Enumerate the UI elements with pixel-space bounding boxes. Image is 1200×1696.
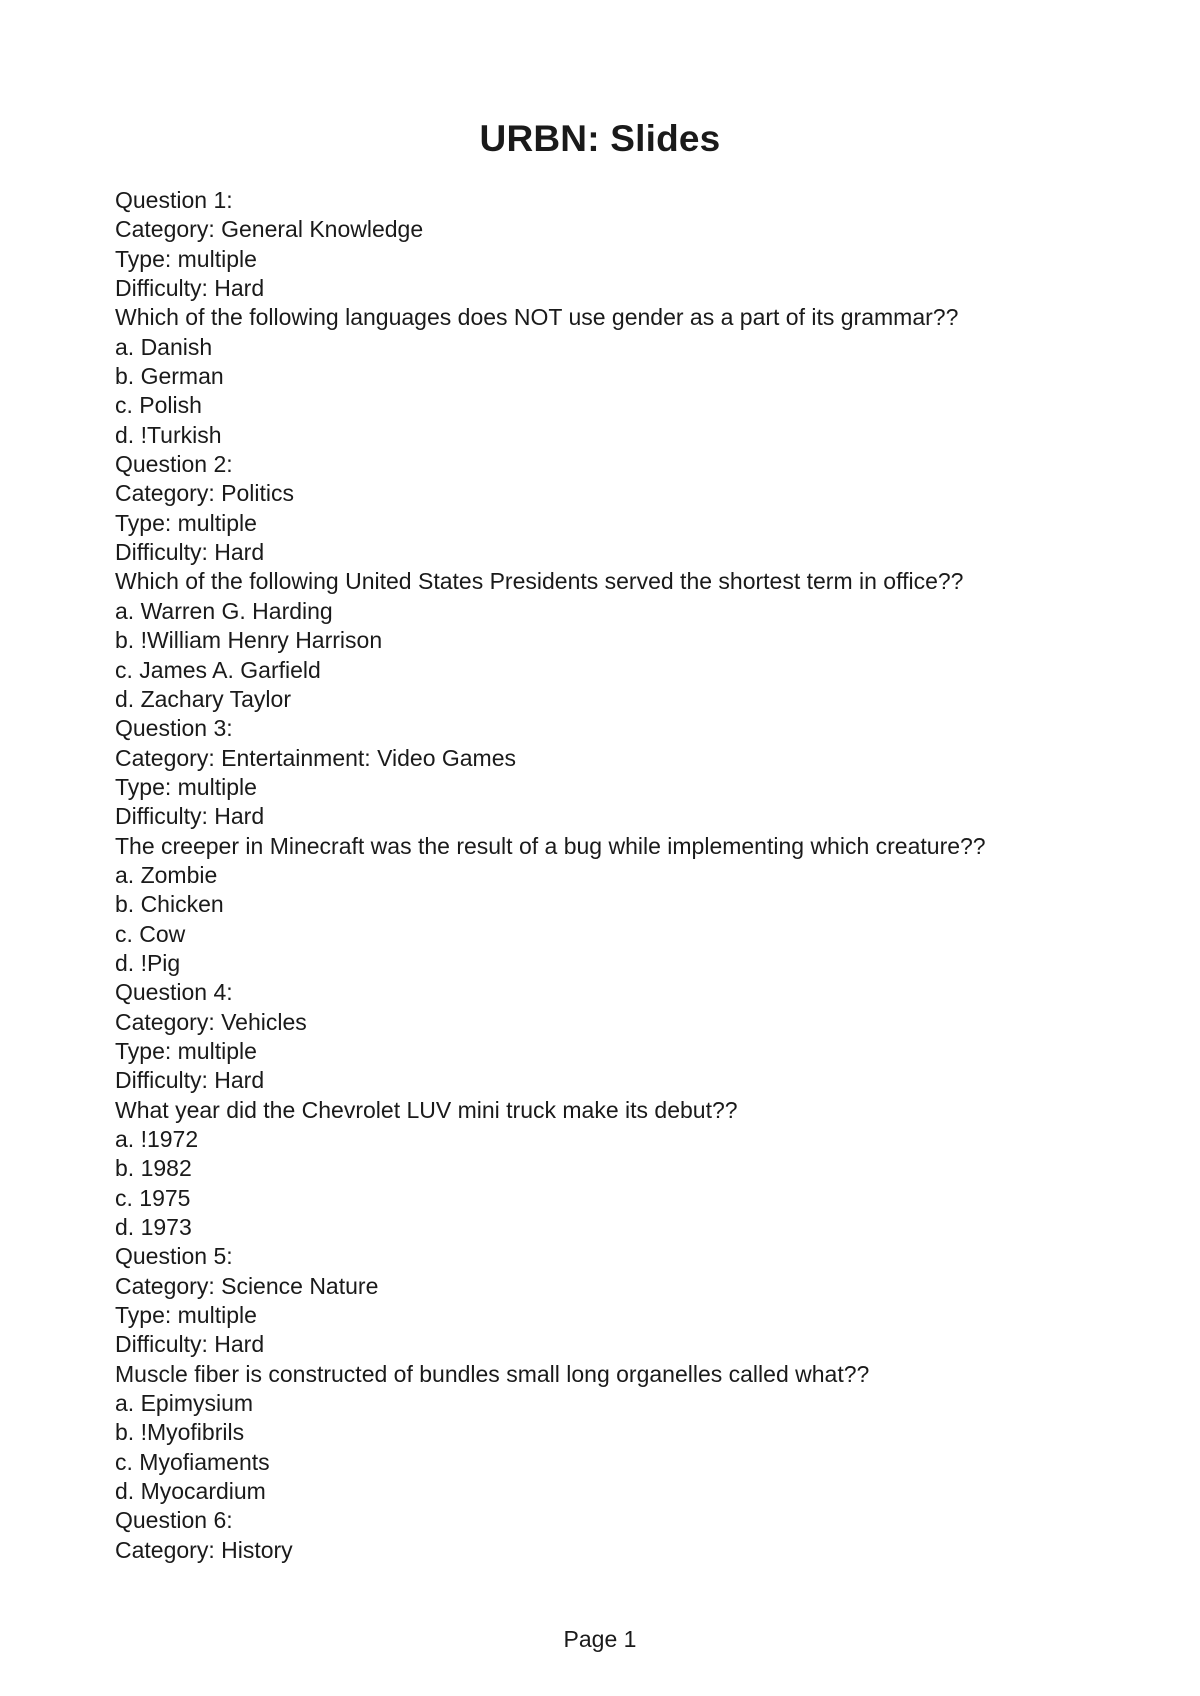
question-1-heading: Question 1:	[115, 187, 233, 213]
question-6-category: Category: History	[115, 1536, 293, 1563]
question-5-option-c: c. Myofiaments	[115, 1448, 270, 1475]
question-4-option-a: a. !1972	[115, 1126, 199, 1152]
question-3-difficulty: Difficulty: Hard	[115, 803, 265, 830]
document-title: URBN: Slides	[479, 118, 721, 159]
question-1-option-c: c. Polish	[115, 392, 202, 419]
question-3-heading: Question 3:	[115, 715, 233, 742]
question-4-category: Category: Vehicles	[115, 1008, 307, 1035]
page-number: Page 1	[563, 1626, 637, 1652]
question-4-option-c: c. 1975	[115, 1184, 191, 1211]
question-5-heading: Question 5:	[115, 1243, 233, 1270]
question-3-text: The creeper in Minecraft was the result of a bug while implementing which creature??	[115, 832, 986, 859]
question-2-category: Category: Politics	[115, 480, 294, 507]
question-5-type: Type: multiple	[115, 1302, 257, 1329]
question-1-text: Which of the following languages does NOT use gender as a part of its grammar??	[115, 304, 959, 331]
question-5-difficulty: Difficulty: Hard	[115, 1331, 265, 1358]
question-2-option-d: d. Zachary Taylor	[115, 685, 291, 712]
document-body	[115, 186, 1115, 1565]
question-4-difficulty: Difficulty: Hard	[115, 1067, 265, 1094]
question-1-type: Type: multiple	[115, 245, 257, 272]
question-2-difficulty: Difficulty: Hard	[115, 539, 265, 566]
question-4-type: Type: multiple	[115, 1037, 257, 1064]
question-4-option-b: b. 1982	[115, 1155, 192, 1182]
question-2-heading: Question 2:	[115, 451, 233, 478]
question-2-text: Which of the following United States Presidents served the shortest term in office??	[115, 568, 964, 595]
question-6-heading: Question 6:	[115, 1507, 233, 1534]
question-1-option-d: d. !Turkish	[115, 421, 222, 448]
question-3-category: Category: Entertainment: Video Games	[115, 744, 517, 771]
question-1-difficulty: Difficulty: Hard	[115, 275, 265, 302]
question-1-category: Category: General Knowledge	[115, 216, 424, 243]
question-3-option-b: b. Chicken	[115, 891, 224, 918]
question-2-type: Type: multiple	[115, 509, 257, 536]
question-4-option-d: d. 1973	[115, 1214, 192, 1241]
question-5-category: Category: Science Nature	[115, 1272, 379, 1299]
question-5-option-a: a. Epimysium	[115, 1390, 254, 1417]
question-3-type: Type: multiple	[115, 773, 257, 800]
question-3-option-c: c. Cow	[115, 920, 186, 947]
question-5-option-d: d. Myocardium	[115, 1478, 266, 1505]
question-1-option-a: a. Danish	[115, 333, 213, 360]
question-3-option-a: a. Zombie	[115, 861, 218, 888]
question-2-option-b: b. !William Henry Harrison	[115, 627, 383, 654]
question-1-option-b: b. German	[115, 363, 224, 390]
question-3-option-d: d. !Pig	[115, 949, 181, 976]
question-2-option-a: a. Warren G. Harding	[115, 597, 333, 624]
question-5-text: Muscle fiber is constructed of bundles small long organelles called what??	[115, 1360, 870, 1387]
question-4-text: What year did the Chevrolet LUV mini truck make its debut??	[115, 1096, 738, 1123]
question-2-option-c: c. James A. Garfield	[115, 656, 321, 683]
question-4-heading: Question 4:	[115, 979, 233, 1006]
question-5-option-b: b. !Myofibrils	[115, 1419, 245, 1446]
